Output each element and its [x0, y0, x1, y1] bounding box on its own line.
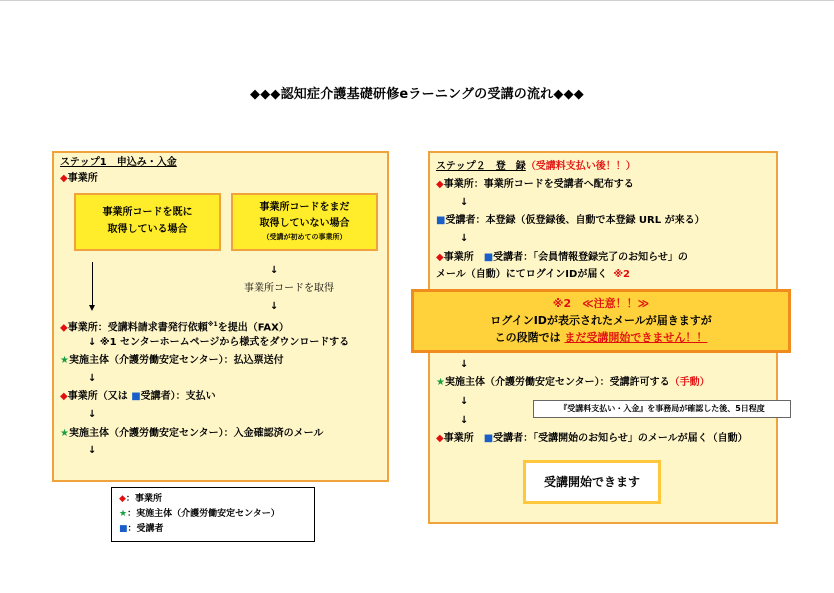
- office-diamond-icon: ◆: [60, 173, 68, 184]
- arrow-to-get-code: ↓: [270, 265, 279, 276]
- caution-line2-red: まだ受講開始できません！！: [564, 331, 708, 344]
- box-not-line1: 事業所コードをまだ: [259, 202, 350, 213]
- provisional-square-icon: ■: [436, 215, 446, 226]
- arrow-after-provisional: ↓: [460, 233, 469, 244]
- arrow-after-permit: ↓: [460, 396, 469, 407]
- step2-heading-row: [436, 160, 636, 173]
- arrow-after-payslip: ↓: [88, 373, 97, 384]
- arrow-after-get-code: ↓: [270, 301, 279, 312]
- permit-manual: （手動）: [669, 377, 710, 388]
- pay-office-text: 事業所（又は: [67, 391, 132, 402]
- legend-diamond-icon: ◆: [119, 494, 126, 504]
- caution-line1: ログインIDが表示されたメールが届きますが: [490, 314, 712, 327]
- legend-box: [111, 487, 315, 542]
- long-arrow-line: [92, 262, 93, 306]
- start-diamond-icon: ◆: [436, 433, 444, 444]
- box-code-already-obtained: [74, 193, 221, 251]
- start-available-box: 受講開始できます: [523, 460, 661, 504]
- login-notice-line2: [436, 268, 630, 281]
- pay-square-icon: ■: [131, 391, 141, 402]
- arrow-after-caution: ↓: [460, 359, 469, 370]
- impl-confirm-star-icon: ★: [60, 428, 69, 439]
- request-diamond-icon: ◆: [60, 322, 68, 334]
- permit-star-icon: ★: [436, 377, 445, 388]
- pay-diamond-icon: ◆: [60, 391, 68, 402]
- impl-confirm-text: 実施主体（介護労働安定センター）：入金確認済のメール: [68, 428, 324, 439]
- provisional-row: [436, 214, 705, 227]
- arrow-after-distribute: ↓: [460, 197, 469, 208]
- impl-payslip-text: 実施主体（介護労働安定センター）：払込票送付: [68, 355, 284, 366]
- legend-trainee: 受講者: [136, 524, 164, 534]
- step1-heading: ステップ1 申込み・入金: [60, 157, 177, 168]
- box-have-line2: 取得している場合: [107, 224, 188, 235]
- get-code-text: 事業所コードを取得: [244, 283, 334, 294]
- legend-office: 事業所: [134, 494, 162, 504]
- arrow-before-start: ↓: [460, 415, 469, 426]
- login-office-text: 事業所: [443, 252, 484, 263]
- login-square-icon: ■: [483, 252, 494, 263]
- impl-payslip-row: [60, 354, 284, 367]
- pay-row: [60, 390, 216, 403]
- legend-implementer: 実施主体（介護労働安定センター）: [136, 509, 280, 519]
- login-notice-row: [436, 251, 688, 264]
- box-have-line1: 事業所コードを既に: [102, 207, 193, 218]
- caution-line2: [414, 329, 788, 346]
- request-tail: を提出（FAX）: [217, 322, 289, 334]
- legend-square-icon: ■: [119, 524, 128, 534]
- confirm-note-box: 『受講料支払い・入金』を事務局が確認した後、5日程度: [533, 400, 791, 418]
- login-trainee-text: 受講者：「会員情報登録完了のお知らせ」の: [493, 252, 688, 263]
- box-not-line2: 取得していない場合: [259, 218, 350, 229]
- start-trainee-text: 受講者：「受講開始のお知らせ」のメールが届く（自動）: [493, 433, 748, 444]
- arrow-after-confirm: ↓: [88, 445, 97, 456]
- pay-trainee-text: 受講者）：支払い: [140, 391, 216, 402]
- request-row: [60, 318, 289, 334]
- legend-office-row: ◆：事業所: [119, 494, 162, 504]
- note1-row: ↓ ※1 センターホームページから様式をダウンロードする: [88, 337, 350, 348]
- box-not-line3: （受講が初めての事業所）: [262, 233, 347, 241]
- caution-line2-pre: この段階では: [494, 331, 561, 344]
- impl-star-icon: ★: [60, 355, 69, 366]
- legend-star-icon: ★: [119, 509, 128, 519]
- legend-trainee-row: ■：受講者: [119, 524, 164, 534]
- permit-text: 実施主体（介護労働安定センター）：受講許可する: [444, 377, 670, 388]
- page-title: ◆◆◆認知症介護基礎研修eラーニングの受講の流れ◆◆◆: [250, 87, 584, 102]
- top-border-line: [0, 0, 834, 1]
- request-text: 事業所：受講料請求書発行依頼: [67, 322, 208, 334]
- box-code-not-obtained: [231, 193, 378, 251]
- impl-confirm-row: [60, 427, 323, 440]
- request-note-mark: ※1: [207, 321, 218, 328]
- distribute-text: 事業所：事業所コードを受講者へ配布する: [443, 179, 634, 190]
- permit-row: [436, 376, 710, 389]
- step2-heading-note: （受講料支払い後！！）: [525, 161, 636, 172]
- caution-box: [411, 289, 791, 353]
- step1-office-row: [60, 172, 98, 185]
- provisional-text: 受講者：本登録（仮登録後、自動で本登録 URL が来る）: [445, 215, 705, 226]
- start-office-text: 事業所: [443, 433, 484, 444]
- login-note-mark: ※2: [613, 269, 631, 280]
- step2-heading: ステップ２ 登 録: [436, 161, 526, 172]
- login-line2-text: メール（自動）にてログインIDが届く: [436, 269, 608, 280]
- long-arrow-head: [89, 305, 95, 311]
- distribute-row: [436, 178, 634, 191]
- start-notice-row: [436, 432, 748, 445]
- legend-impl-row: ★：実施主体（介護労働安定センター）: [119, 509, 280, 519]
- arrow-after-pay: ↓: [88, 409, 97, 420]
- start-square-icon: ■: [483, 433, 494, 444]
- distribute-diamond-icon: ◆: [436, 179, 444, 190]
- office-label: 事業所: [67, 173, 98, 184]
- caution-title: ※2 ≪注意！！≫: [552, 297, 650, 310]
- login-diamond-icon: ◆: [436, 252, 444, 263]
